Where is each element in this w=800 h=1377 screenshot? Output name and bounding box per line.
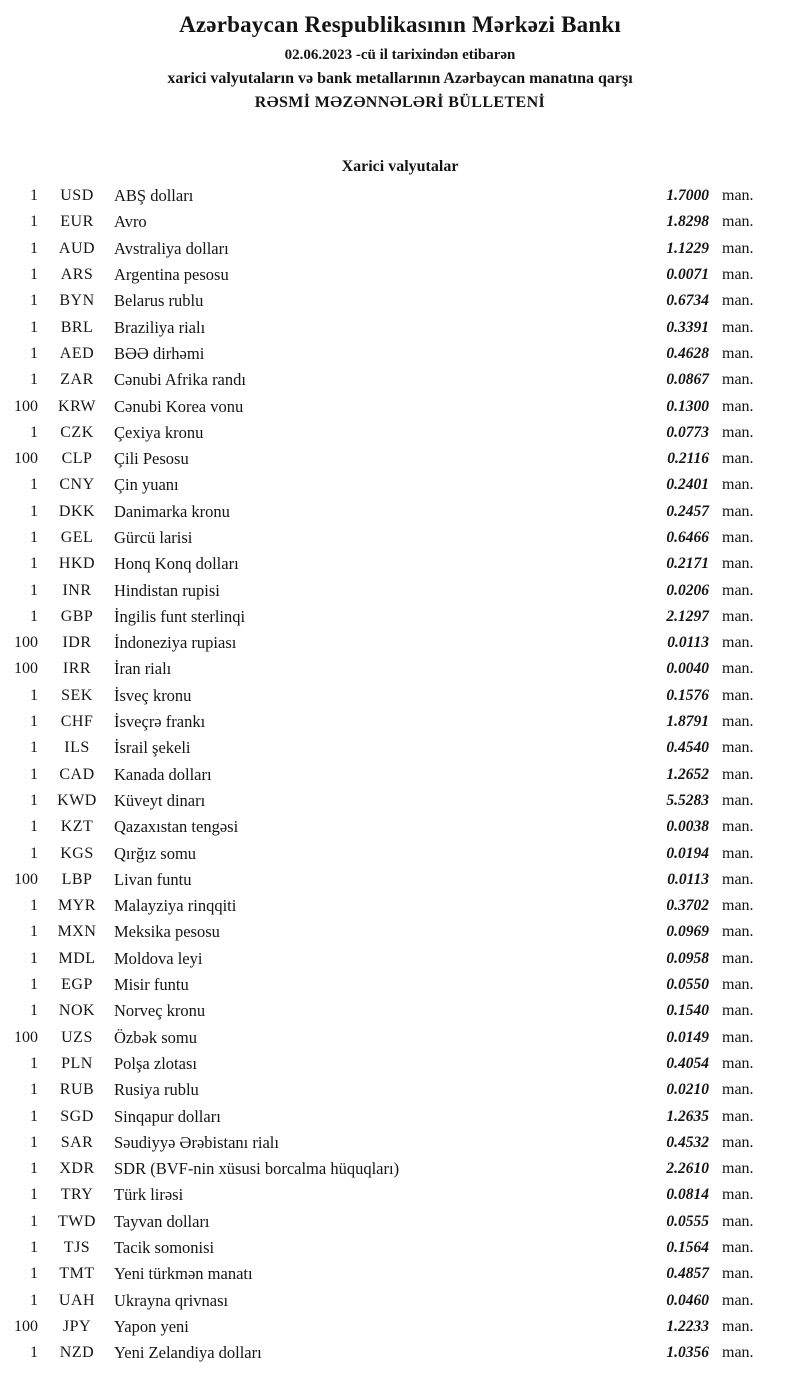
currency-rate: 0.0071	[666, 266, 709, 284]
currency-qty: 1	[30, 1186, 38, 1204]
currency-code: EUR	[60, 213, 94, 231]
currency-unit: man.	[722, 213, 754, 231]
currency-rate: 0.1564	[666, 1239, 709, 1257]
currency-code: JPY	[62, 1317, 92, 1335]
currency-rate: 1.8298	[666, 213, 709, 231]
currency-name: Danimarka kronu	[114, 501, 230, 521]
currency-row-hkd	[0, 551, 800, 577]
currency-qty: 1	[30, 949, 38, 967]
currency-row-rub	[0, 1077, 800, 1103]
currency-unit: man.	[722, 949, 754, 967]
currency-row-aud	[0, 236, 800, 262]
currency-code: CLP	[61, 450, 93, 468]
currency-unit: man.	[722, 318, 754, 336]
currency-code: SEK	[61, 686, 93, 704]
currency-row-brl	[0, 314, 800, 340]
currency-qty: 1	[30, 1160, 38, 1178]
currency-rate: 2.1297	[666, 607, 709, 625]
currency-qty: 1	[30, 239, 38, 257]
currency-code: AUD	[58, 239, 96, 257]
currency-rate: 0.0814	[666, 1186, 709, 1204]
currency-name: Çin yuanı	[114, 475, 179, 495]
currency-qty: 1	[30, 607, 38, 625]
currency-qty: 1	[30, 529, 38, 546]
currency-code: SAR	[60, 1133, 94, 1151]
currency-unit: man.	[722, 344, 754, 362]
currency-qty: 1	[30, 923, 38, 941]
currency-name: İsrail şekeli	[114, 738, 191, 758]
currency-row-tjs	[0, 1235, 800, 1261]
currency-row-mdl	[0, 946, 800, 972]
currency-code: USD	[60, 187, 94, 205]
currency-unit: man.	[722, 476, 754, 494]
currency-code: NOK	[58, 1002, 96, 1020]
currency-code: UZS	[61, 1028, 93, 1046]
currency-unit: man.	[722, 1133, 754, 1151]
currency-name: Tayvan dolları	[114, 1211, 210, 1231]
currency-qty: 1	[30, 581, 38, 599]
currency-qty: 1	[30, 318, 38, 336]
currency-name: Cənubi Korea vonu	[114, 396, 244, 416]
currency-row-byn	[0, 288, 800, 314]
currency-row-jpy	[0, 1314, 800, 1340]
currency-name: Yeni Zelandiya dolları	[114, 1343, 262, 1363]
currency-unit: man.	[722, 450, 754, 468]
currency-row-uah	[0, 1287, 800, 1313]
currency-name: Kanada dolları	[114, 764, 212, 784]
currency-qty: 1	[30, 555, 38, 573]
currency-qty: 1	[30, 292, 38, 310]
currency-code: KRW	[58, 397, 96, 415]
currency-unit: man.	[722, 1186, 754, 1204]
currency-name: Belarus rublu	[114, 291, 204, 311]
currency-name: İngilis funt sterlinqi	[114, 606, 246, 626]
currency-code: ARS	[60, 266, 94, 284]
currency-code: CZK	[60, 423, 94, 441]
currency-code: KWD	[57, 791, 97, 809]
currency-rate: 2.2610	[666, 1160, 709, 1178]
currency-row-sar	[0, 1130, 800, 1156]
currency-unit: man.	[722, 818, 754, 836]
currency-name: Avstraliya dolları	[114, 238, 229, 258]
currency-row-try	[0, 1182, 800, 1208]
currency-row-idr	[0, 630, 800, 656]
currency-qty: 100	[14, 1317, 38, 1335]
currency-row-inr	[0, 577, 800, 603]
currency-row-chf	[0, 709, 800, 735]
currency-unit: man.	[722, 686, 754, 704]
currency-rate: 1.2652	[666, 765, 709, 783]
currency-qty: 1	[30, 1133, 38, 1151]
currency-qty: 1	[30, 818, 38, 836]
currency-row-kzt	[0, 814, 800, 840]
currency-row-clp	[0, 446, 800, 472]
currency-row-uzs	[0, 1025, 800, 1051]
currency-rate: 0.6466	[666, 529, 709, 546]
currency-rate: 0.0210	[666, 1081, 709, 1099]
currency-name: Malayziya rinqqiti	[114, 896, 237, 916]
currency-qty: 1	[30, 213, 38, 231]
currency-rate: 0.2116	[667, 450, 709, 468]
currency-qty: 1	[30, 976, 38, 994]
effective-date-line: 02.06.2023 -cü il tarixindən etibarən	[284, 47, 516, 63]
currency-name: Tacik somonisi	[114, 1238, 215, 1258]
subtitle-line: xarici valyutaların və bank metallarının Azərbaycan manatına qarşı	[167, 70, 633, 87]
currency-name: Qırğız somu	[114, 843, 197, 863]
currency-name: Özbək somu	[114, 1027, 197, 1047]
currency-rate: 0.0958	[666, 949, 709, 967]
currency-qty: 1	[30, 1002, 38, 1020]
currency-code: UAH	[58, 1291, 96, 1309]
currency-rate: 0.0460	[666, 1291, 709, 1309]
currency-row-sek	[0, 683, 800, 709]
currency-name: İsveçrə frankı	[114, 712, 206, 732]
bulletin-header	[0, 8, 800, 112]
currency-rate: 1.2635	[666, 1107, 709, 1125]
currency-name: Polşa zlotası	[114, 1053, 197, 1073]
currency-row-cny	[0, 472, 800, 498]
currency-name: Norveç kronu	[114, 1001, 206, 1021]
currency-unit: man.	[722, 423, 754, 441]
currency-name: Misir funtu	[114, 975, 189, 995]
currency-code: BYN	[59, 292, 95, 310]
currency-rate: 0.2401	[666, 476, 709, 494]
currency-code: GBP	[60, 607, 94, 625]
currency-name: Hindistan rupisi	[114, 580, 220, 600]
currency-code: MXN	[57, 923, 97, 941]
currency-rate: 5.5283	[666, 791, 709, 809]
currency-row-aed	[0, 341, 800, 367]
currency-unit: man.	[722, 844, 754, 862]
currency-rate: 0.0113	[667, 634, 709, 652]
currency-name: Türk lirəsi	[114, 1185, 184, 1205]
currency-row-mxn	[0, 919, 800, 945]
currency-rate: 0.6734	[666, 292, 709, 310]
currency-unit: man.	[722, 1239, 754, 1257]
currency-name: Ukrayna qrivnası	[114, 1290, 229, 1310]
currency-row-kgs	[0, 840, 800, 866]
currency-rate: 0.1540	[666, 1002, 709, 1020]
currency-code: AED	[59, 344, 95, 362]
currency-rate: 0.1576	[666, 686, 709, 704]
currency-rates-table	[0, 183, 800, 1366]
currency-row-pln	[0, 1051, 800, 1077]
currency-name: Yapon yeni	[114, 1316, 189, 1336]
currency-unit: man.	[722, 660, 754, 678]
bulletin-title-line: RƏSMİ MƏZƏNNƏLƏRİ BÜLLETENİ	[254, 94, 546, 111]
currency-rate: 0.4857	[666, 1265, 709, 1283]
currency-rate: 1.1229	[666, 239, 709, 257]
currency-code: EGP	[61, 976, 93, 994]
currency-code: XDR	[59, 1160, 95, 1178]
currency-name: İndoneziya rupiası	[114, 633, 237, 653]
currency-name: BƏƏ dirhəmi	[114, 343, 205, 363]
currency-rate: 0.0194	[666, 844, 709, 862]
currency-qty: 1	[30, 791, 38, 809]
currency-rate: 1.7000	[666, 187, 709, 205]
currency-qty: 1	[30, 739, 38, 757]
currency-unit: man.	[722, 1160, 754, 1178]
currency-name: ABŞ dolları	[114, 186, 194, 206]
currency-unit: man.	[722, 897, 754, 915]
currency-name: Avro	[114, 212, 147, 232]
currency-code: IRR	[62, 660, 92, 678]
currency-rate: 0.1300	[666, 397, 709, 415]
currency-qty: 100	[14, 397, 38, 415]
currency-unit: man.	[722, 397, 754, 415]
currency-rate: 0.4054	[666, 1054, 709, 1072]
currency-unit: man.	[722, 634, 754, 652]
currency-qty: 1	[30, 765, 38, 783]
currency-row-irr	[0, 656, 800, 682]
currency-qty: 1	[30, 266, 38, 284]
currency-qty: 1	[30, 1212, 38, 1230]
currency-qty: 1	[30, 476, 38, 494]
currency-unit: man.	[722, 1081, 754, 1099]
currency-row-nzd	[0, 1340, 800, 1366]
currency-code: TWD	[58, 1212, 96, 1230]
currency-unit: man.	[722, 1265, 754, 1283]
currency-name: Çili Pesosu	[114, 449, 189, 469]
currency-code: PLN	[61, 1054, 93, 1072]
currency-rate: 0.2457	[666, 502, 709, 520]
currency-unit: man.	[722, 739, 754, 757]
currency-rate: 0.4628	[666, 344, 709, 362]
currency-name: Qazaxıstan tengəsi	[114, 817, 239, 837]
currency-unit: man.	[722, 239, 754, 257]
currency-code: INR	[62, 581, 92, 599]
currency-row-kwd	[0, 788, 800, 814]
currency-name: Meksika pesosu	[114, 922, 220, 942]
currency-rate: 0.4532	[666, 1133, 709, 1151]
currency-rate: 0.0149	[666, 1028, 709, 1046]
currency-unit: man.	[722, 976, 754, 994]
currency-unit: man.	[722, 791, 754, 809]
currency-code: CHF	[60, 713, 94, 731]
currency-qty: 1	[30, 1291, 38, 1309]
currency-name: Argentina pesosu	[114, 265, 229, 285]
currency-unit: man.	[722, 1212, 754, 1230]
currency-row-sgd	[0, 1103, 800, 1129]
currency-code: KGS	[60, 844, 94, 862]
currency-code: GEL	[60, 529, 94, 546]
currency-code: LBP	[61, 870, 93, 888]
currency-row-egp	[0, 972, 800, 998]
currency-code: HKD	[58, 555, 96, 573]
currency-unit: man.	[722, 529, 754, 546]
currency-qty: 1	[30, 423, 38, 441]
currency-code: TRY	[60, 1186, 94, 1204]
currency-unit: man.	[722, 1107, 754, 1125]
currency-row-cad	[0, 762, 800, 788]
currency-qty: 100	[14, 660, 38, 678]
currency-rate: 0.3391	[666, 318, 709, 336]
currency-row-eur	[0, 209, 800, 235]
currency-row-xdr	[0, 1156, 800, 1182]
currency-unit: man.	[722, 581, 754, 599]
currency-row-ars	[0, 262, 800, 288]
currency-qty: 1	[30, 1239, 38, 1257]
currency-unit: man.	[722, 607, 754, 625]
section-title-foreign-currencies: Xarici valyutalar	[341, 158, 459, 175]
currency-unit: man.	[722, 502, 754, 520]
currency-qty: 1	[30, 897, 38, 915]
currency-rate: 1.0356	[666, 1344, 709, 1362]
currency-code: ZAR	[60, 371, 94, 389]
currency-row-krw	[0, 393, 800, 419]
currency-qty: 1	[30, 686, 38, 704]
currency-rate: 0.4540	[666, 739, 709, 757]
currency-name: Səudiyyə Ərəbistanı rialı	[114, 1132, 279, 1152]
currency-rate: 0.0867	[666, 371, 709, 389]
currency-qty: 100	[14, 870, 38, 888]
currency-rate: 0.0969	[666, 923, 709, 941]
currency-qty: 1	[30, 1054, 38, 1072]
currency-code: TMT	[59, 1265, 95, 1283]
currency-row-usd	[0, 183, 800, 209]
currency-unit: man.	[722, 555, 754, 573]
currency-name: Braziliya rialı	[114, 317, 206, 337]
currency-row-dkk	[0, 499, 800, 525]
currency-qty: 1	[30, 502, 38, 520]
currency-code: TJS	[63, 1239, 91, 1257]
currency-row-lbp	[0, 867, 800, 893]
currency-rate: 0.0206	[666, 581, 709, 599]
currency-code: RUB	[59, 1081, 95, 1099]
currency-name: Honq Konq dolları	[114, 554, 239, 574]
currency-rate: 0.0113	[667, 870, 709, 888]
currency-row-myr	[0, 893, 800, 919]
currency-unit: man.	[722, 765, 754, 783]
currency-unit: man.	[722, 266, 754, 284]
currency-unit: man.	[722, 187, 754, 205]
currency-unit: man.	[722, 1344, 754, 1362]
currency-unit: man.	[722, 1002, 754, 1020]
currency-rate: 0.0555	[666, 1212, 709, 1230]
currency-rate: 0.0773	[666, 423, 709, 441]
currency-rate: 0.3702	[666, 897, 709, 915]
currency-name: Moldova leyi	[114, 948, 203, 968]
currency-code: BRL	[60, 318, 94, 336]
currency-name: Yeni türkmən manatı	[114, 1264, 253, 1284]
currency-rate: 0.2171	[666, 555, 709, 573]
currency-qty: 1	[30, 1265, 38, 1283]
currency-unit: man.	[722, 371, 754, 389]
currency-name: Gürcü larisi	[114, 528, 193, 547]
currency-qty: 1	[30, 1081, 38, 1099]
bank-title: Azərbaycan Respublikasının Mərkəzi Bankı	[179, 12, 621, 37]
currency-code: NZD	[59, 1344, 95, 1362]
currency-qty: 100	[14, 634, 38, 652]
currency-name: Cənubi Afrika randı	[114, 370, 246, 390]
currency-qty: 1	[30, 371, 38, 389]
currency-qty: 1	[30, 187, 38, 205]
currency-name: İsveç kronu	[114, 685, 192, 705]
currency-row-tmt	[0, 1261, 800, 1287]
currency-name: Sinqapur dolları	[114, 1106, 221, 1126]
currency-qty: 100	[14, 1028, 38, 1046]
currency-code: CNY	[59, 476, 95, 494]
currency-rate: 0.0038	[666, 818, 709, 836]
currency-row-ils	[0, 735, 800, 761]
currency-row-gel	[0, 525, 800, 551]
currency-name: SDR (BVF-nin xüsusi borcalma hüquqları)	[114, 1159, 400, 1179]
currency-qty: 1	[30, 1344, 38, 1362]
currency-unit: man.	[722, 1317, 754, 1335]
currency-unit: man.	[722, 1054, 754, 1072]
currency-code: MDL	[58, 949, 96, 967]
currency-code: DKK	[58, 502, 96, 520]
currency-name: İran rialı	[114, 659, 172, 679]
currency-rate: 0.0550	[666, 976, 709, 994]
currency-rate: 0.0040	[666, 660, 709, 678]
currency-rate: 1.2233	[666, 1317, 709, 1335]
currency-unit: man.	[722, 1028, 754, 1046]
currency-code: ILS	[64, 739, 90, 757]
currency-unit: man.	[722, 1291, 754, 1309]
currency-code: MYR	[58, 897, 96, 915]
currency-name: Küveyt dinarı	[114, 790, 206, 810]
currency-unit: man.	[722, 923, 754, 941]
currency-row-czk	[0, 420, 800, 446]
currency-qty: 1	[30, 344, 38, 362]
currency-unit: man.	[722, 292, 754, 310]
currency-rate: 1.8791	[666, 713, 709, 731]
currency-unit: man.	[722, 713, 754, 731]
currency-qty: 1	[30, 1107, 38, 1125]
currency-name: Livan funtu	[114, 869, 192, 889]
currency-row-twd	[0, 1209, 800, 1235]
currency-name: Rusiya rublu	[114, 1080, 199, 1100]
currency-qty: 1	[30, 844, 38, 862]
currency-code: KZT	[60, 818, 94, 836]
currency-qty: 100	[14, 450, 38, 468]
currency-row-gbp	[0, 604, 800, 630]
currency-qty: 1	[30, 713, 38, 731]
currency-code: IDR	[62, 634, 92, 652]
currency-row-zar	[0, 367, 800, 393]
currency-unit: man.	[722, 870, 754, 888]
currency-code: CAD	[59, 765, 95, 783]
currency-row-nok	[0, 998, 800, 1024]
currency-name: Çexiya kronu	[114, 422, 204, 442]
currency-code: SGD	[60, 1107, 94, 1125]
